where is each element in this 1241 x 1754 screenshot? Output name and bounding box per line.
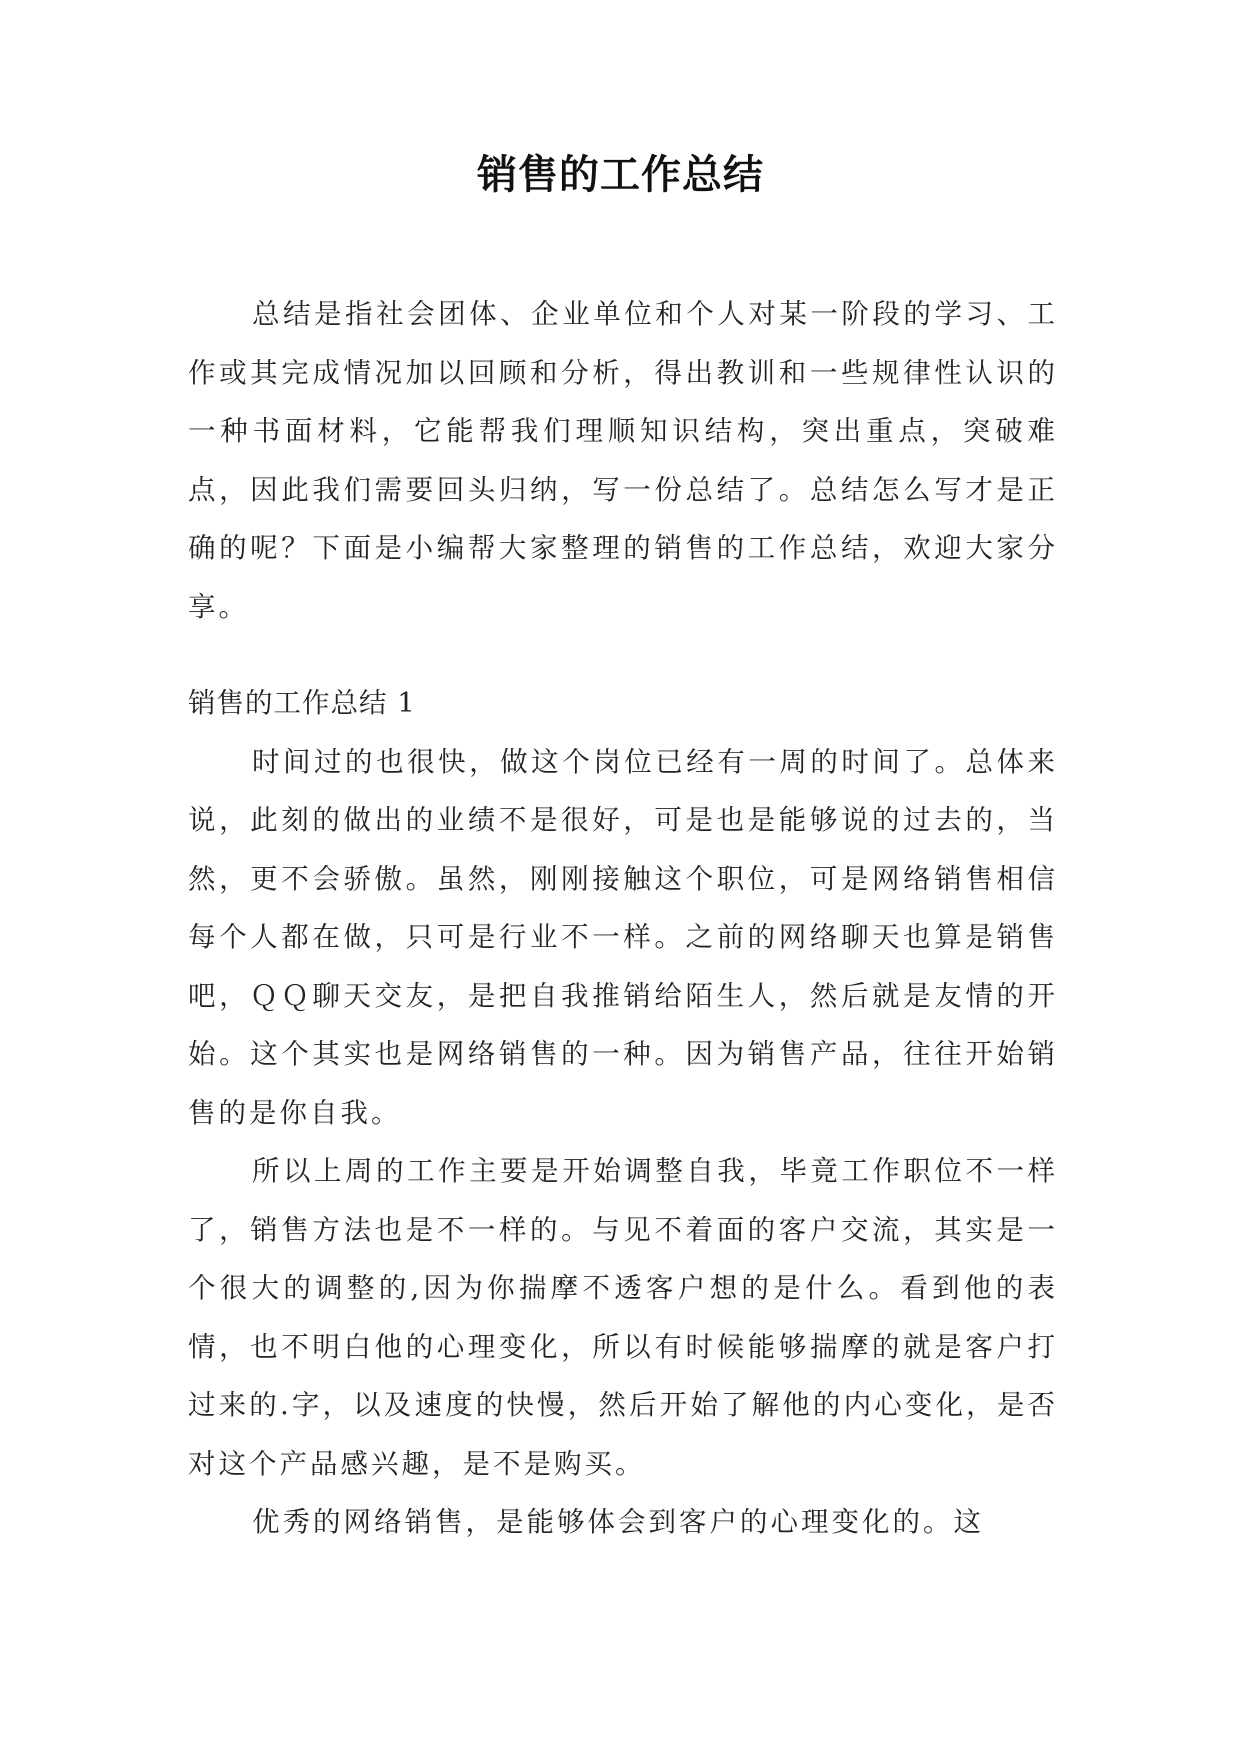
intro-paragraph: 总结是指社会团体、企业单位和个人对某一阶段的学习、工作或其完成情况加以回顾和分析，得出教训和一些规律性认识的一种书面材料，它能帮我们理顺知识结构，突出重点，突破难点，因此我们需要回头归纳，写一份总结了。总结怎么写才是正确的呢？下面是小编帮大家整理的销售的工作总结，欢迎大家分享。	[188, 298, 1058, 623]
document-body	[188, 285, 1058, 1552]
section-heading: 销售的工作总结 1	[188, 687, 416, 719]
document-title: 销售的工作总结	[477, 152, 764, 198]
body-paragraph: 所以上周的工作主要是开始调整自我，毕竟工作职位不一样了，销售方法也是不一样的。与见不着面的客户交流，其实是一个很大的调整的,因为你揣摩不透客户想的是什么。看到他的表情，也不明白他的心理变化，所以有时候能够揣摩的就是客户打过来的.字，以及速度的快慢，然后开始了解他的内心变化，是否对这个产品感兴趣，是不是购买。	[188, 1155, 1058, 1480]
body-paragraph: 优秀的网络销售，是能够体会到客户的心理变化的。这	[252, 1506, 984, 1538]
body-paragraph: 时间过的也很快，做这个岗位已经有一周的时间了。总体来说，此刻的做出的业绩不是很好，可是也是能够说的过去的，当然，更不会骄傲。虽然，刚刚接触这个职位，可是网络销售相信每个人都在做，只可是行业不一样。之前的网络聊天也算是销售吧，ＱＱ聊天交友，是把自我推销给陌生人，然后就是友情的开始。这个其实也是网络销售的一种。因为销售产品，往往开始销售的是你自我。	[188, 745, 1058, 1129]
